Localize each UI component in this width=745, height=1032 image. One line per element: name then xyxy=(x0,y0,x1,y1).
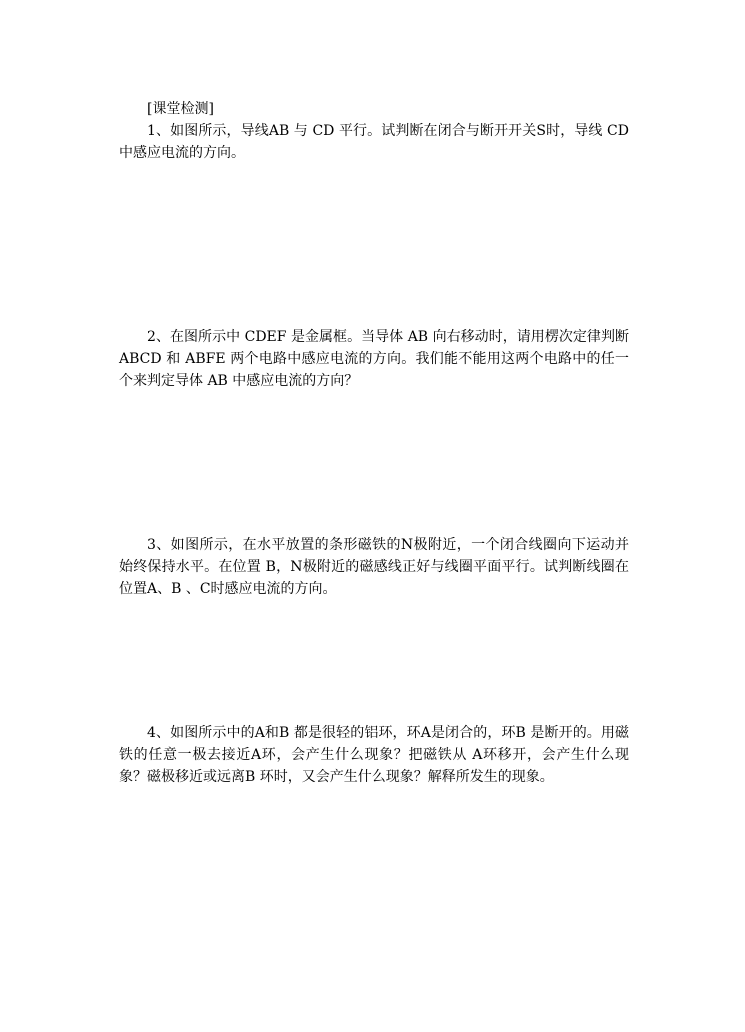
question-2-text: 2、在图所示中 CDEF 是金属框。当导体 AB 向右移动时，请用楞次定律判断ABCD 和 ABFE 两个电路中感应电流的方向。我们能不能用这两个电路中的任一个来判定导体 AB 中感应电流的方向？ xyxy=(119,329,629,389)
question-1-text: 1、如图所示，导线AB 与 CD 平行。试判断在闭合与断开开关S时，导线 CD中感应电流的方向。 xyxy=(119,123,629,161)
question-4-text: 4、如图所示中的A和B 都是很轻的铝环，环A是闭合的，环B 是断开的。用磁铁的任意一极去接近A环，会产生什么现象？把磁铁从 A环移开，会产生什么现象？磁极移近或远离B 环时，又会产生什么现象？解释所发生的现象。 xyxy=(119,725,629,785)
section-heading: [课堂检测] xyxy=(147,101,214,117)
question-1-figure-area xyxy=(119,170,629,320)
question-3-figure-area xyxy=(119,608,629,716)
question-3-text: 3、如图所示，在水平放置的条形磁铁的N极附近，一个闭合线圈向下运动并始终保持水平。在位置 B，N极附近的磁感线正好与线圈平面平行。试判断线圈在位置A、B 、C时感应电流的方向。 xyxy=(119,537,629,597)
question-2-figure-area xyxy=(119,400,629,528)
question-4-figure-area xyxy=(119,796,629,996)
